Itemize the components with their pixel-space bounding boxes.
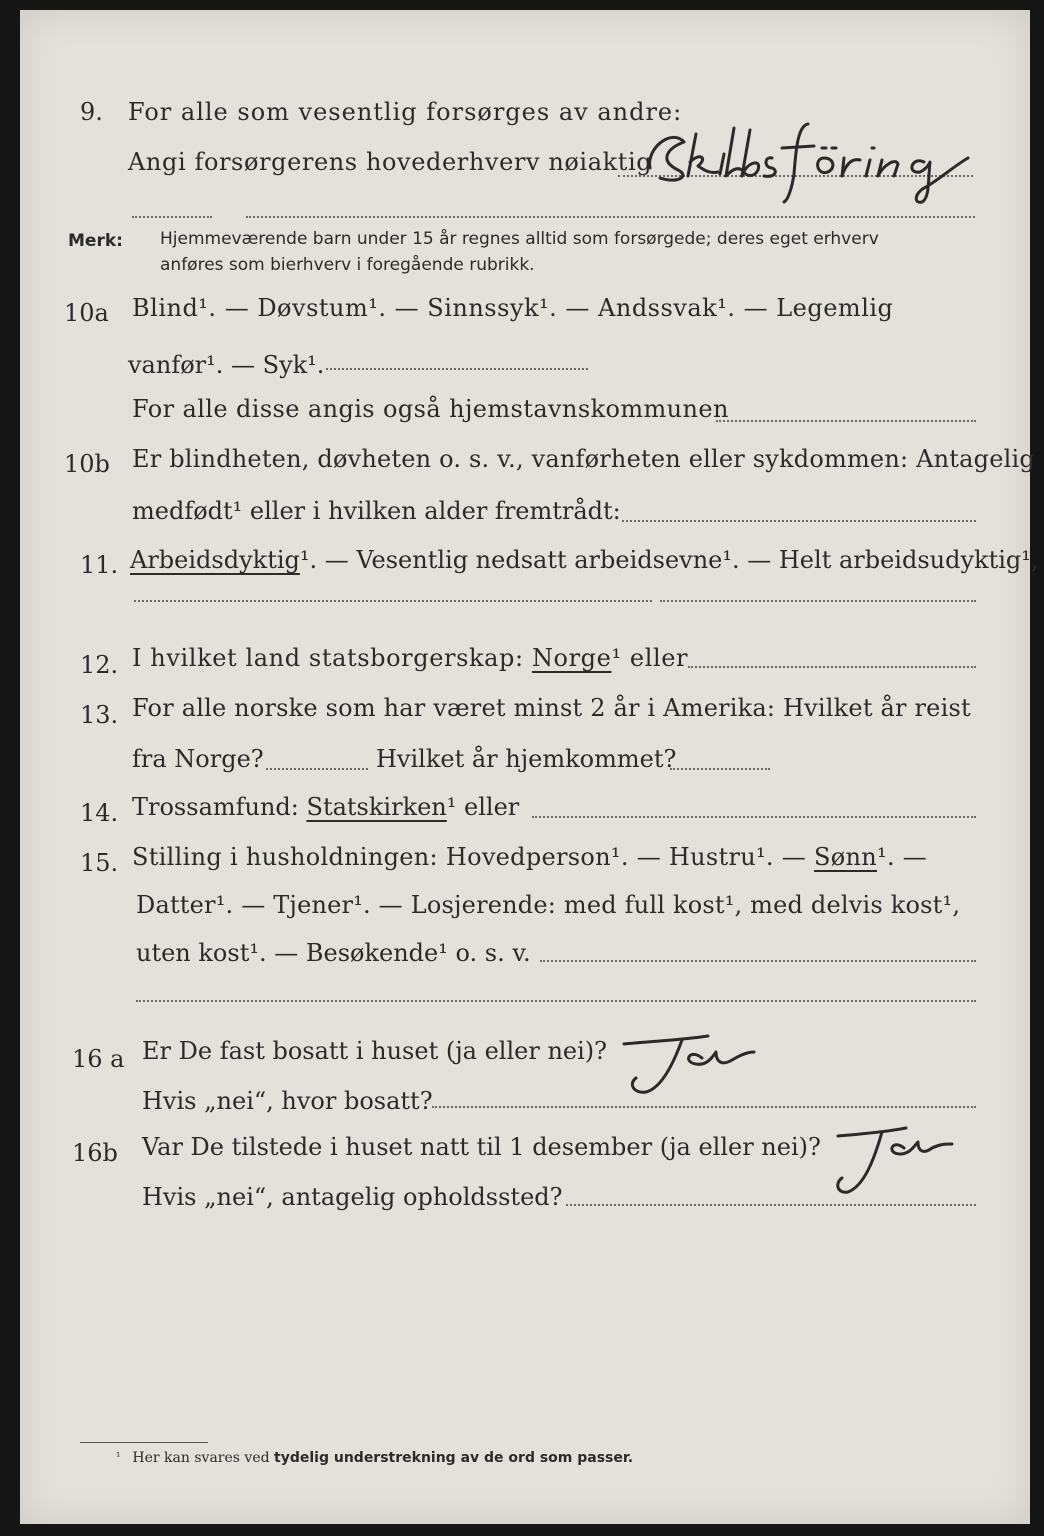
q10a-line1: Blind¹. — Døvstum¹. — Sinnssyk¹. — Andssvak¹. — Legemlig xyxy=(132,294,894,322)
q9-extra-line xyxy=(132,216,212,218)
q11-number: 11. xyxy=(80,551,119,579)
census-form-page xyxy=(20,10,1039,1524)
q10b-number: 10b xyxy=(64,450,110,478)
q16a-line1: Er De fast bosatt i huset (ja eller nei)? xyxy=(142,1037,608,1065)
q15-before: Stilling i husholdningen: Hovedperson¹. — Hustru¹. — xyxy=(132,843,807,871)
q13-line1: For alle norske som har været minst 2 år i Amerika: Hvilket år reist xyxy=(132,694,971,722)
q16a-line2: Hvis „nei“, hvor bosatt? xyxy=(142,1087,433,1115)
q16b-answer-line xyxy=(566,1204,976,1206)
q14-text xyxy=(132,792,519,822)
q12-after: ¹ eller xyxy=(611,644,689,672)
q16a-handwritten-answer xyxy=(612,1022,762,1102)
footnote-marker: ¹ xyxy=(116,1450,121,1463)
footnote-rule xyxy=(80,1442,208,1443)
q9-line2: Angi forsørgerens hovederhverv nøiaktig xyxy=(128,148,653,176)
q12-number: 12. xyxy=(80,651,119,679)
q16a-answer-line xyxy=(432,1106,976,1108)
q15-after: ¹. — xyxy=(877,843,928,871)
q9-extra-line-2 xyxy=(246,216,975,218)
q10a-line3-fill xyxy=(716,420,976,422)
merk-line2: anføres som bierhverv i foregående rubrikk. xyxy=(160,255,535,275)
q13-line2b: Hvilket år hjemkommet? xyxy=(376,745,677,773)
q13-reist-line xyxy=(266,768,368,770)
q15-line3: uten kost¹. — Besøkende¹ o. s. v. xyxy=(136,939,531,967)
merk-label: Merk: xyxy=(68,231,123,251)
q13-hjemkommet-line xyxy=(670,768,770,770)
footnote-plain-text: Her kan svares ved xyxy=(132,1450,270,1466)
q12-text xyxy=(132,643,688,673)
q14-before: Trossamfund: xyxy=(132,793,299,821)
q15-number: 15. xyxy=(80,849,119,877)
q15-answer-line xyxy=(540,960,976,962)
q10b-line2-fill xyxy=(622,520,976,522)
q16b-line1: Var De tilstede i huset natt til 1 desember (ja eller nei)? xyxy=(142,1133,821,1161)
q11-rest: ¹. — Vesentlig nedsatt arbeidsevne¹. — Helt arbeidsudyktig¹, xyxy=(299,546,1039,574)
q15-line2: Datter¹. — Tjener¹. — Losjerende: med full kost¹, med delvis kost¹, xyxy=(136,891,961,919)
q14-number: 14. xyxy=(80,799,119,827)
merk-line1: Hjemmeværende barn under 15 år regnes alltid som forsørgede; deres eget erhverv xyxy=(160,229,879,249)
q9-number: 9. xyxy=(80,98,103,126)
q11-underlined-choice: Arbeidsdyktig xyxy=(130,546,300,574)
q9-line1: For alle som vesentlig forsørges av andre: xyxy=(128,98,683,126)
q10a-line3: For alle disse angis også hjemstavnskommunen xyxy=(132,395,729,423)
q11-answer-line-2 xyxy=(660,600,976,602)
q13-line2a: fra Norge? xyxy=(132,745,264,773)
q14-underlined-choice: Statskirken xyxy=(306,793,447,821)
q12-before: I hvilket land statsborgerskap: xyxy=(132,644,524,672)
q15-underlined-choice: Sønn xyxy=(814,843,878,871)
q11-text xyxy=(130,545,1039,575)
q10b-line2: medfødt¹ eller i hvilken alder fremtrådt: xyxy=(132,497,621,525)
footnote-bold-text: tydelig understrekning av de ord som passer. xyxy=(274,1450,634,1466)
q10b-line1: Er blindheten, døvheten o. s. v., vanførheten eller sykdommen: Antagelig xyxy=(132,445,1035,473)
q15-line1 xyxy=(132,842,927,872)
q10a-number: 10a xyxy=(64,299,109,327)
q13-number: 13. xyxy=(80,701,119,729)
q14-answer-line xyxy=(532,816,976,818)
q16b-handwritten-answer xyxy=(820,1114,960,1204)
q9-handwritten-answer xyxy=(638,118,983,208)
q10a-line2-fill xyxy=(326,368,588,370)
q16a-number: 16 a xyxy=(72,1045,125,1073)
q11-answer-line xyxy=(134,600,652,602)
q16b-number: 16b xyxy=(72,1139,118,1167)
q14-after: ¹ eller xyxy=(446,793,520,821)
q12-answer-line xyxy=(688,666,976,668)
footnote xyxy=(116,1450,633,1466)
q12-underlined-choice: Norge xyxy=(531,644,612,672)
q10a-line2: vanfør¹. — Syk¹. xyxy=(128,351,325,379)
q16b-line2: Hvis „nei“, antagelig opholdssted? xyxy=(142,1183,563,1211)
q15-answer-line-2 xyxy=(136,1000,976,1002)
